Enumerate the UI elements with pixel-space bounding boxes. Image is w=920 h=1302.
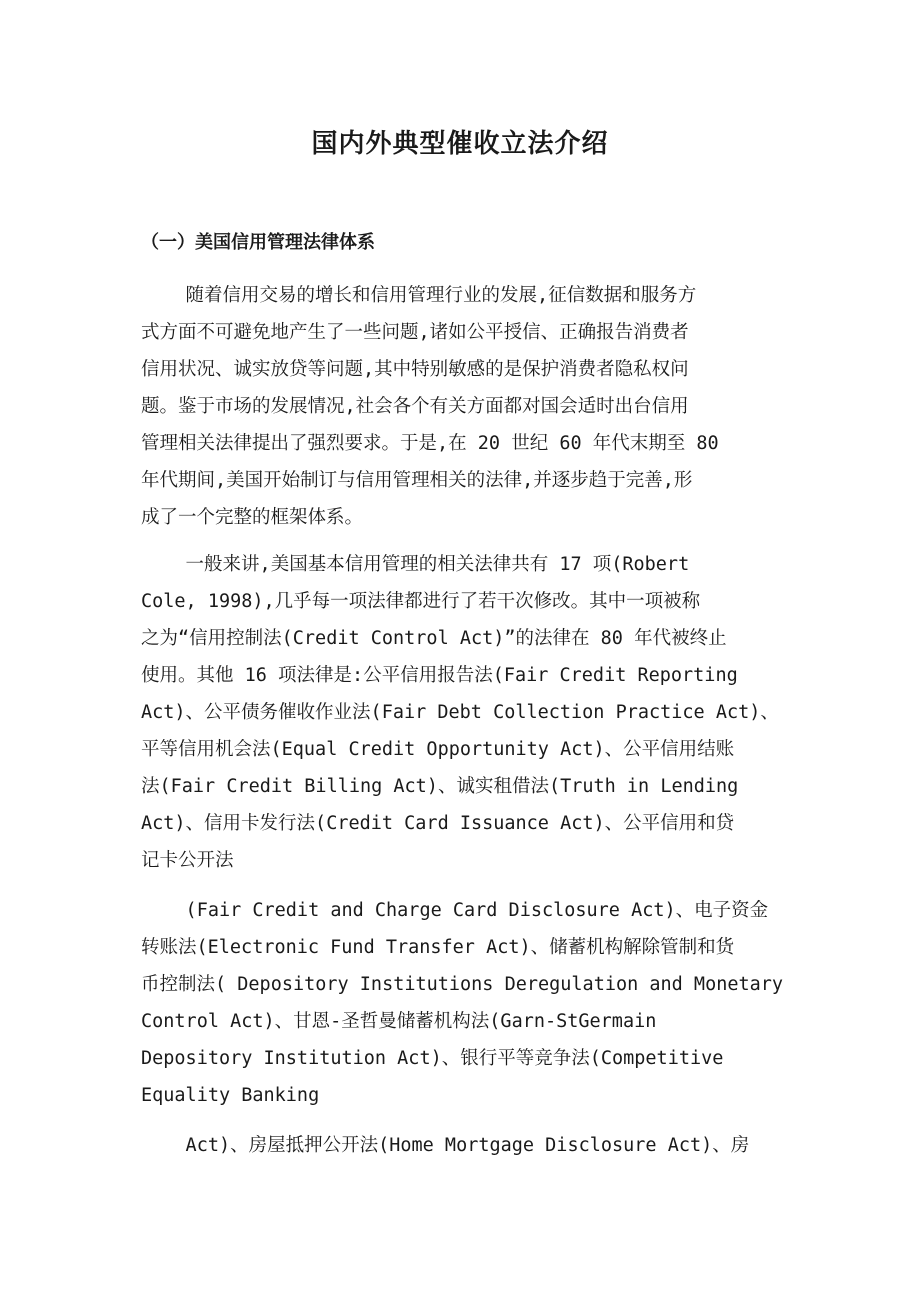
- paragraph-1: [141, 277, 791, 536]
- paragraph-line: 信用状况、诚实放贷等问题,其中特别敏感的是保护消费者隐私权问: [141, 359, 689, 380]
- paragraph-line: Depository Institution Act)、银行平等竞争法(Competitive: [141, 1048, 724, 1069]
- document-title: 国内外典型催收立法介绍: [311, 129, 609, 159]
- paragraph-line: 一般来讲,美国基本信用管理的相关法律共有 17 项(Robert: [141, 554, 690, 575]
- paragraph-line: Cole, 1998),几乎每一项法律都进行了若干次修改。其中一项被称: [141, 591, 701, 612]
- paragraph-line: 成了一个完整的框架体系。: [141, 507, 364, 528]
- paragraph-line: 记卡公开法: [141, 850, 234, 871]
- paragraph-line: 题。鉴于市场的发展情况,社会各个有关方面都对国会适时出台信用: [141, 396, 689, 417]
- paragraph-line: 管理相关法律提出了强烈要求。于是,在 20 世纪 60 年代末期至 80: [141, 433, 719, 454]
- paragraph-line: 转账法(Electronic Fund Transfer Act)、储蓄机构解除管制和货: [141, 937, 735, 958]
- paragraph-line: 随着信用交易的增长和信用管理行业的发展,征信数据和服务方: [141, 285, 697, 306]
- paragraph-line: (Fair Credit and Charge Card Disclosure Act)、电子资金: [141, 900, 769, 921]
- paragraph-3: [141, 892, 791, 1114]
- paragraph-4: [141, 1127, 791, 1164]
- paragraph-line: Act)、公平债务催收作业法(Fair Debt Collection Practice Act)、: [141, 702, 779, 723]
- paragraph-line: 平等信用机会法(Equal Credit Opportunity Act)、公平信用结账: [141, 739, 735, 760]
- section-heading: （一）美国信用管理法律体系: [141, 232, 375, 253]
- paragraph-line: Act)、房屋抵押公开法(Home Mortgage Disclosure Act)、房: [141, 1135, 750, 1156]
- paragraph-line: 币控制法( Depository Institutions Deregulation and Monetary: [141, 974, 784, 995]
- paragraph-line: Equality Banking: [141, 1085, 320, 1106]
- paragraph-line: 之为“信用控制法(Credit Control Act)”的法律在 80 年代被终止: [141, 628, 727, 649]
- paragraph-line: 年代期间,美国开始制订与信用管理相关的法律,并逐步趋于完善,形: [141, 470, 693, 491]
- paragraph-2: [141, 546, 791, 879]
- paragraph-line: Control Act)、甘恩-圣哲曼储蓄机构法(Garn-StGermain: [141, 1011, 657, 1032]
- paragraph-line: 式方面不可避免地产生了一些问题,诸如公平授信、正确报告消费者: [141, 322, 689, 343]
- paragraph-line: Act)、信用卡发行法(Credit Card Issuance Act)、公平信用和贷: [141, 813, 735, 834]
- paragraph-line: 使用。其他 16 项法律是:公平信用报告法(Fair Credit Reporting: [141, 665, 738, 686]
- paragraph-line: 法(Fair Credit Billing Act)、诚实租借法(Truth in Lending: [141, 776, 739, 797]
